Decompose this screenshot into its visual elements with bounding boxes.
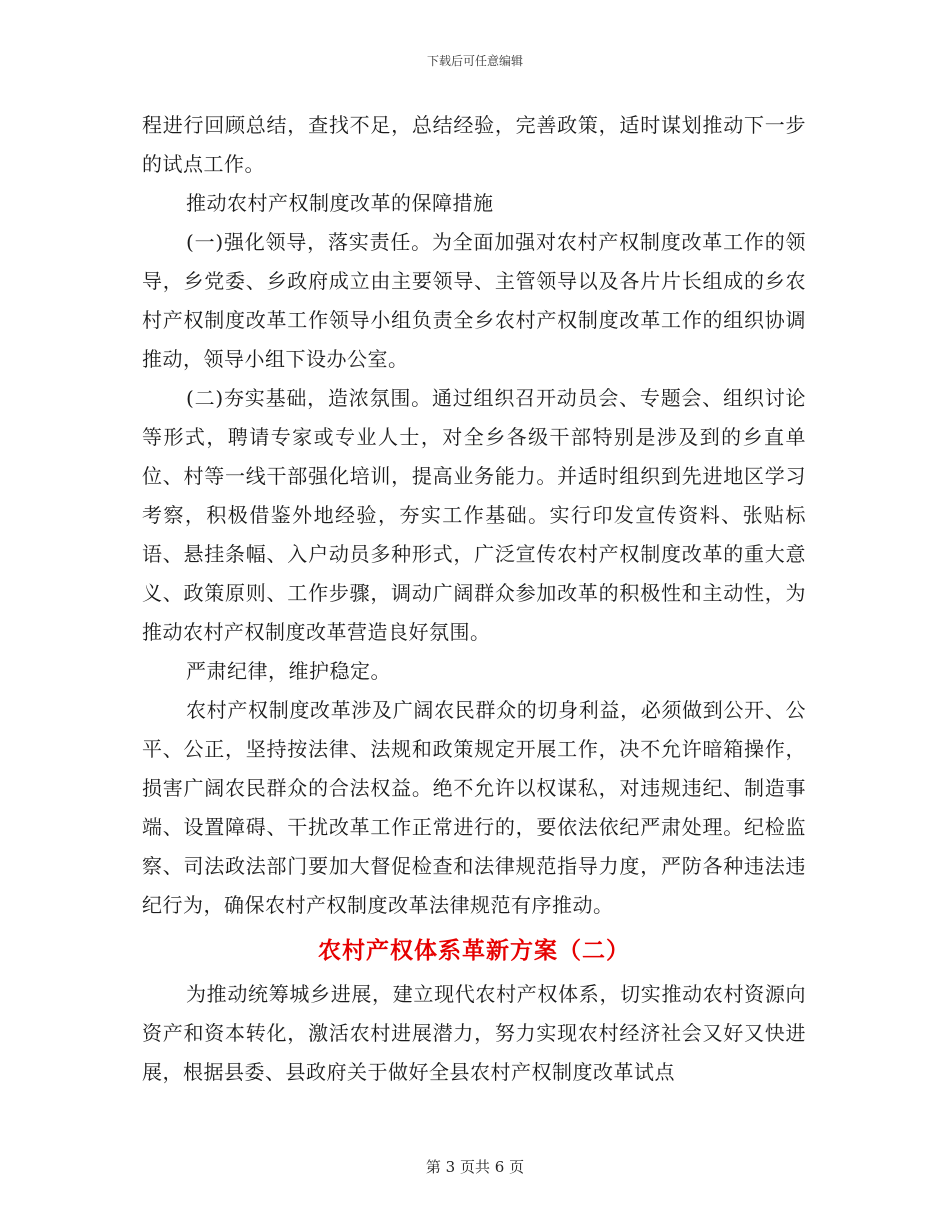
section-heading-plan-two: 农村产权体系革新方案（二） — [318, 937, 630, 964]
paragraph-continuation: 程进行回顾总结，查找不足，总结经验，完善政策，适时谋划推动下一步的试点工作。 — [142, 113, 806, 176]
paragraph-discipline: 农村产权制度改革涉及广阔农民群众的切身利益，必须做到公开、公平、公正，坚持按法律、法规和政策规定开展工作，决不允许暗箱操作，损害广阔农民群众的合法权益。绝不允许以权谋私，对违规违纪、制造事端、设置障碍、干扰改革工作正常进行的，要依法依纪严肃处理。纪检监察、司法政法部门要加大督促检查和法律规范指导力度，严防各种违法违纪行为，确保农村产权制度改革法律规范有序推动。 — [142, 698, 806, 917]
page-footer: 第 3 页共 6 页 — [425, 1158, 525, 1176]
section-title-safeguards: 推动农村产权制度改革的保障措施 — [186, 191, 494, 215]
paragraph-foundation: (二)夯实基础，造浓氛围。通过组织召开动员会、专题会、组织讨论等形式，聘请专家或专业人士，对全乡各级干部特别是涉及到的乡直单位、村等一线干部强化培训，提高业务能力。并适时组织到先进地区学习考察，积极借鉴外地经验，夯实工作基础。实行印发宣传资料、张贴标语、悬挂条幅、入户动员多种形式，广泛宣传农村产权制度改革的重大意义、政策原则、工作步骤，调动广阔群众参加改革的积极性和主动性，为推动农村产权制度改革营造良好氛围。 — [142, 386, 806, 644]
section-title-discipline: 严肃纪律，维护稳定。 — [186, 659, 391, 683]
page-header: 下载后可任意编辑 — [426, 54, 523, 68]
paragraph-leadership: (一)强化领导，落实责任。为全面加强对农村产权制度改革工作的领导，乡党委、乡政府成立由主要领导、主管领导以及各片片长组成的乡农村产权制度改革工作领导小组负责全乡农村产权制度改革工作的组织协调推动，领导小组下设办公室。 — [142, 230, 806, 371]
document-body — [142, 106, 806, 1092]
paragraph-plan-intro: 为推动统筹城乡进展，建立现代农村产权体系，切实推动农村资源向资产和资本转化，激活农村进展潜力，努力实现农村经济社会又好又快进展，根据县委、县政府关于做好全县农村产权制度改革试点 — [142, 982, 806, 1084]
